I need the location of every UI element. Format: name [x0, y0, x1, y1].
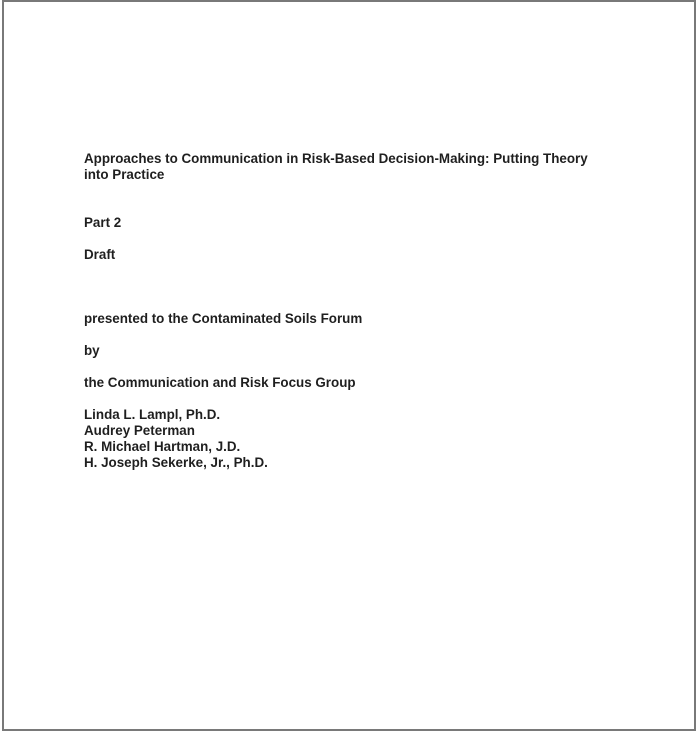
author-name: Audrey Peterman: [84, 423, 195, 438]
author-name: Linda L. Lampl, Ph.D.: [84, 407, 221, 422]
presented-to-line: presented to the Contaminated Soils Forum: [84, 311, 363, 326]
by-line: by: [84, 343, 100, 358]
document-title: Approaches to Communication in Risk-Based Decision-Making: Putting Theory into Practice: [84, 151, 588, 182]
title-page-content: [84, 151, 615, 471]
document-page: [2, 0, 696, 731]
group-name-line: the Communication and Risk Focus Group: [84, 375, 356, 390]
part-label: Part 2: [84, 215, 122, 230]
draft-status-label: Draft: [84, 247, 116, 262]
author-name: R. Michael Hartman, J.D.: [84, 439, 241, 454]
author-name: H. Joseph Sekerke, Jr., Ph.D.: [84, 455, 268, 470]
